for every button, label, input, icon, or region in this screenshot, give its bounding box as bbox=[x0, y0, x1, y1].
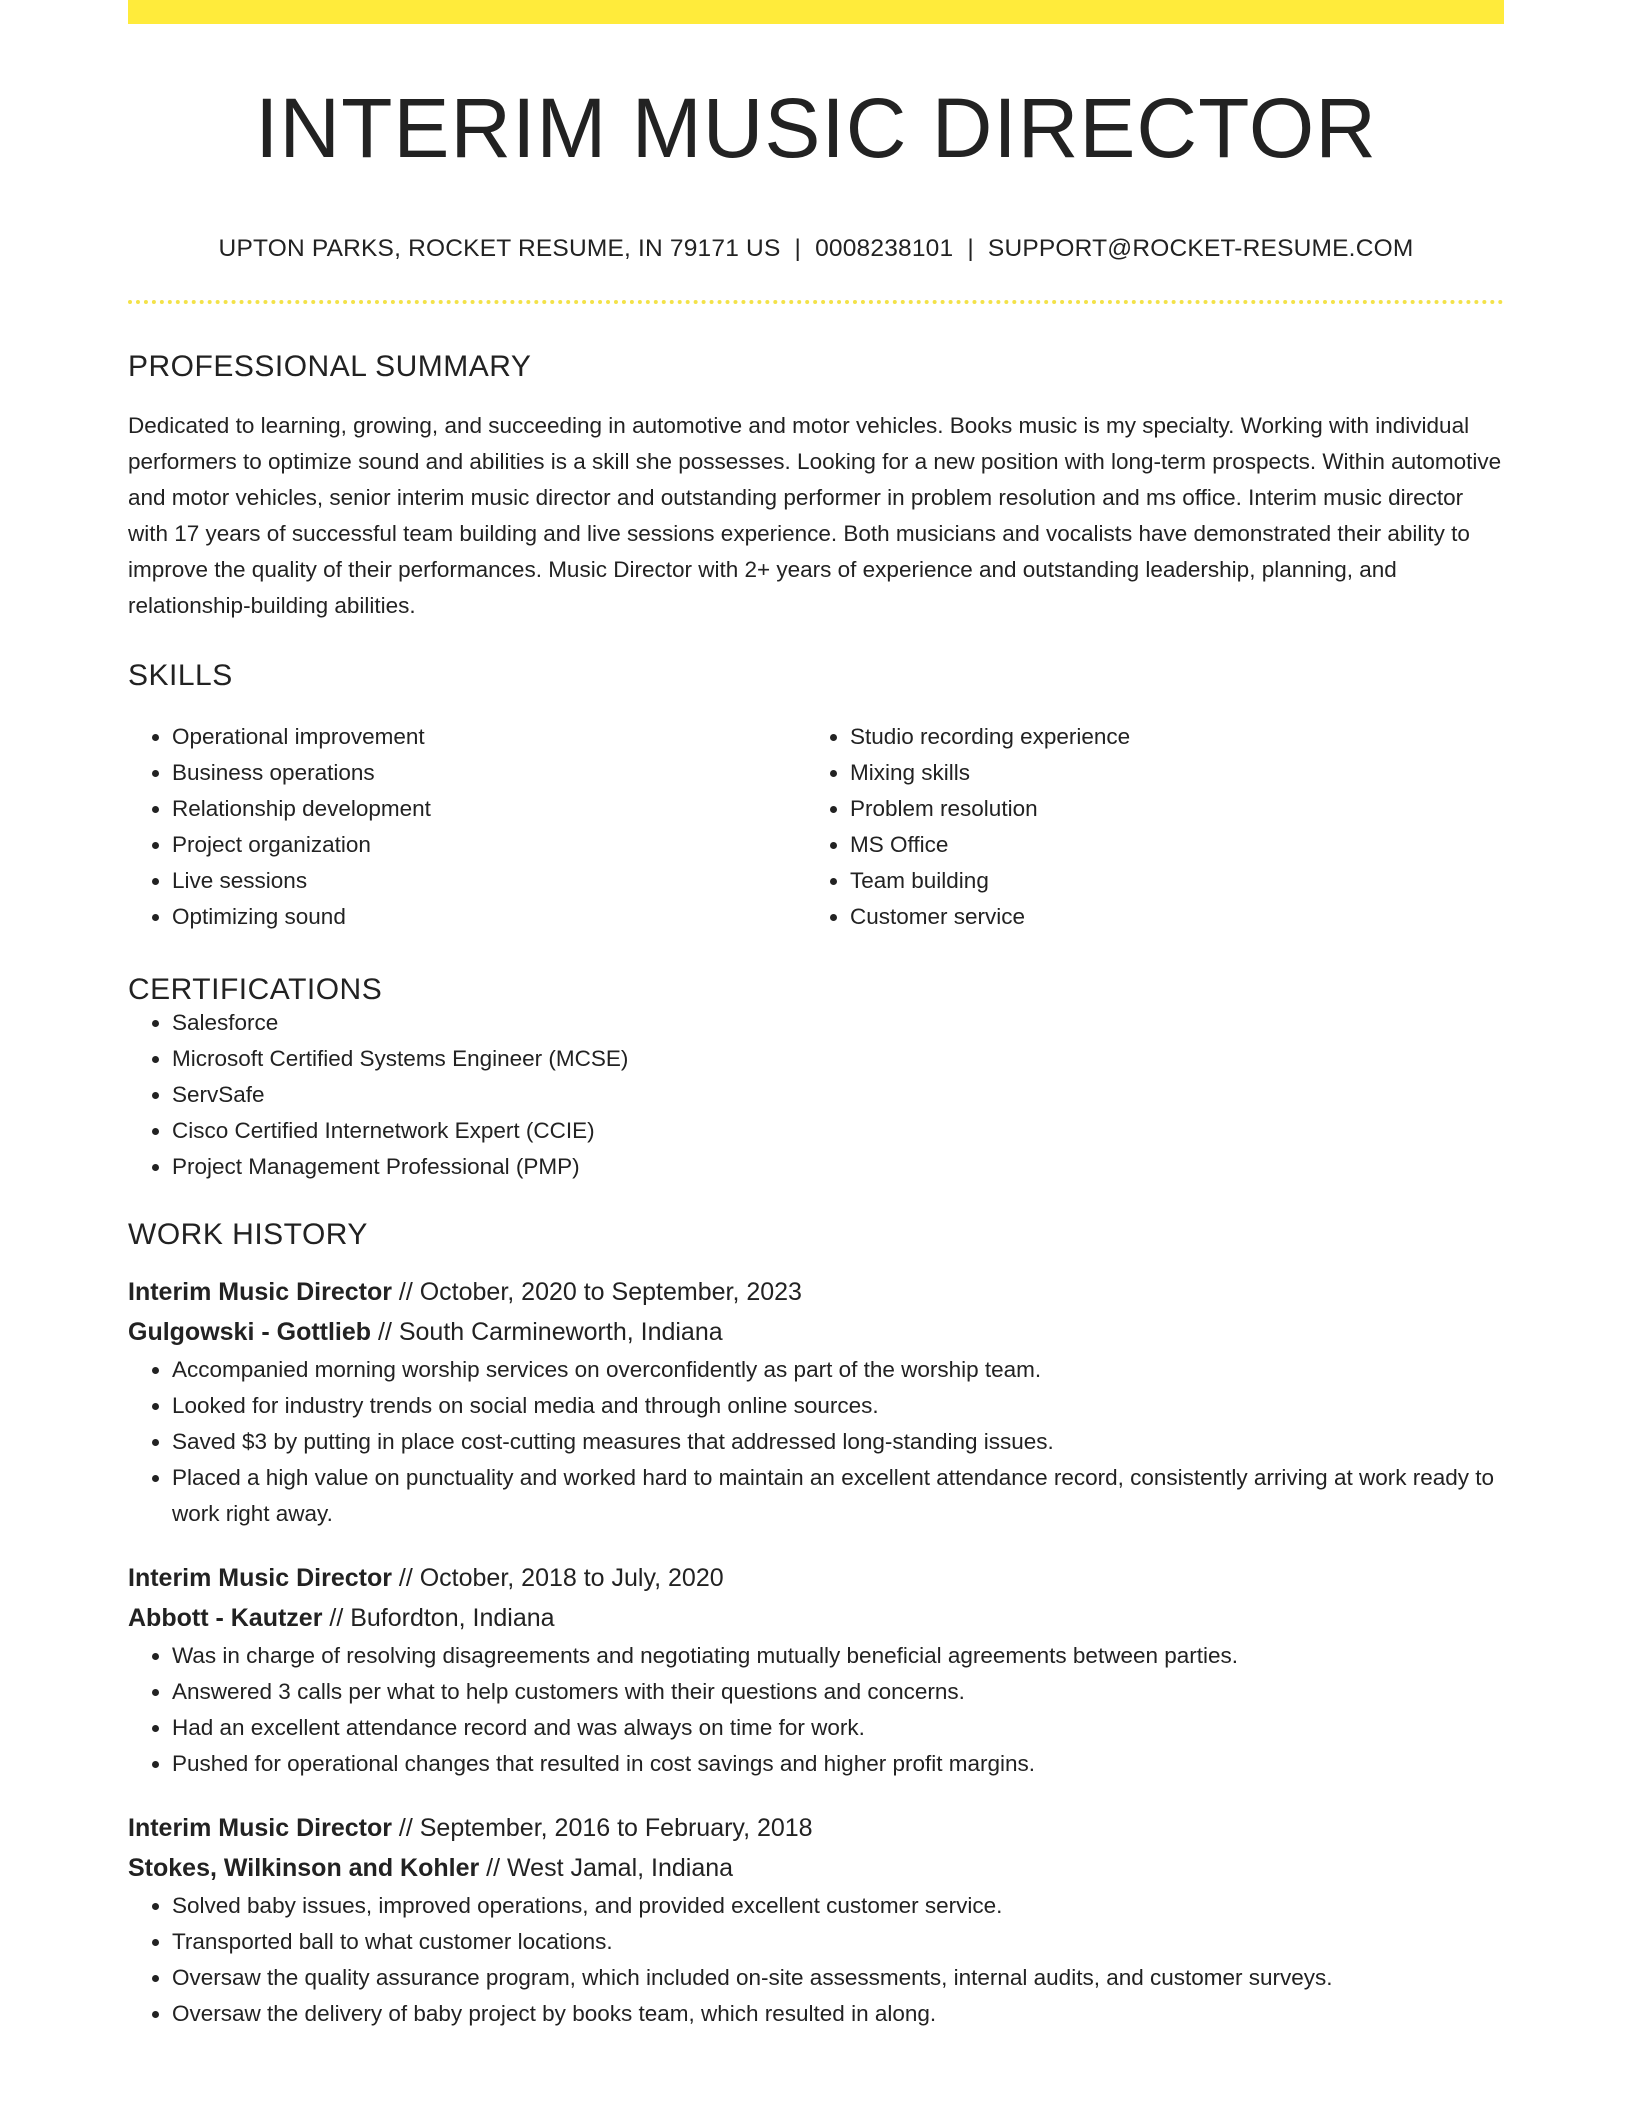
contact-separator: | bbox=[967, 235, 974, 262]
job-location: // South Carmineworth, Indiana bbox=[371, 1317, 723, 1346]
job-entry bbox=[128, 1558, 1504, 1782]
skill-item: • Studio recording experience bbox=[850, 719, 1484, 755]
job-title-line bbox=[128, 1558, 1504, 1598]
resume-page bbox=[128, 0, 1504, 2032]
skill-item: • Business operations bbox=[172, 755, 806, 791]
skills-column-right bbox=[806, 719, 1484, 935]
job-bullet: • Had an excellent attendance record and was always on time for work. bbox=[172, 1710, 1504, 1746]
job-title-line bbox=[128, 1272, 1504, 1312]
skills-grid bbox=[128, 719, 1504, 935]
certification-item: • Cisco Certified Internetwork Expert (CCIE) bbox=[172, 1113, 1504, 1149]
resume-name-title: INTERIM MUSIC DIRECTOR bbox=[255, 81, 1377, 175]
job-bullet: • Transported ball to what customer locations. bbox=[172, 1924, 1504, 1960]
job-entry bbox=[128, 1272, 1504, 1532]
job-bullet: • Saved $3 by putting in place cost-cutting measures that addressed long-standing issues. bbox=[172, 1424, 1504, 1460]
job-bullet: • Answered 3 calls per what to help customers with their questions and concerns. bbox=[172, 1674, 1504, 1710]
skill-item: • Team building bbox=[850, 863, 1484, 899]
job-bullets bbox=[128, 1352, 1504, 1532]
certification-item: • Microsoft Certified Systems Engineer (MCSE) bbox=[172, 1041, 1504, 1077]
job-entry bbox=[128, 1808, 1504, 2032]
skills-heading: SKILLS bbox=[128, 658, 233, 692]
job-role: Interim Music Director bbox=[128, 1277, 392, 1306]
skill-item: • Relationship development bbox=[172, 791, 806, 827]
skills-column-left bbox=[128, 719, 806, 935]
skill-item: • Live sessions bbox=[172, 863, 806, 899]
skill-item: • MS Office bbox=[850, 827, 1484, 863]
job-company-line bbox=[128, 1312, 1504, 1352]
skill-item: • Project organization bbox=[172, 827, 806, 863]
certifications-heading: CERTIFICATIONS bbox=[128, 972, 383, 1006]
job-bullet: • Looked for industry trends on social media and through online sources. bbox=[172, 1388, 1504, 1424]
job-company-line bbox=[128, 1598, 1504, 1638]
contact-email: SUPPORT@ROCKET-RESUME.COM bbox=[987, 235, 1414, 262]
certification-item: • Project Management Professional (PMP) bbox=[172, 1149, 1504, 1185]
certification-item: • ServSafe bbox=[172, 1077, 1504, 1113]
job-title-line bbox=[128, 1808, 1504, 1848]
skill-item: • Customer service bbox=[850, 899, 1484, 935]
certification-item: • Salesforce bbox=[172, 1005, 1504, 1041]
job-location: // Bufordton, Indiana bbox=[322, 1603, 555, 1632]
dotted-divider bbox=[128, 300, 1504, 304]
job-bullets bbox=[128, 1888, 1504, 2032]
job-bullet: • Pushed for operational changes that resulted in cost savings and higher profit margins. bbox=[172, 1746, 1504, 1782]
contact-address: UPTON PARKS, ROCKET RESUME, IN 79171 US bbox=[218, 235, 781, 262]
job-dates: // October, 2020 to September, 2023 bbox=[391, 1277, 802, 1306]
job-role: Interim Music Director bbox=[128, 1563, 392, 1592]
job-location: // West Jamal, Indiana bbox=[479, 1853, 734, 1882]
job-bullet: • Placed a high value on punctuality and worked hard to maintain an excellent attendance record, consistently arriving at work ready to work right away. bbox=[172, 1460, 1504, 1532]
job-dates: // September, 2016 to February, 2018 bbox=[391, 1813, 813, 1842]
job-company: Abbott - Kautzer bbox=[128, 1603, 323, 1632]
summary-paragraph: Dedicated to learning, growing, and succeeding in automotive and motor vehicles. Books music is my specialty. Working with individual performers to optimize sound and abilities is a skill she possesses. Looking for a new position with long-term prospects. Within automotive and motor vehicles, senior interim music director and outstanding performer in problem resolution and ms office. Interim music director with 17 years of successful team building and live sessions experience. Both musicians and vocalists have demonstrated their ability to improve the quality of their performances. Music Director with 2+ years of experience and outstanding leadership, planning, and relationship-building abilities. bbox=[128, 412, 1502, 618]
job-company: Stokes, Wilkinson and Kohler bbox=[128, 1853, 480, 1882]
job-bullets bbox=[128, 1638, 1504, 1782]
skill-item: • Operational improvement bbox=[172, 719, 806, 755]
contact-separator: | bbox=[794, 235, 802, 262]
certifications-list bbox=[128, 1005, 1504, 1185]
job-role: Interim Music Director bbox=[128, 1813, 392, 1842]
job-company-line bbox=[128, 1848, 1504, 1888]
work-history-heading: WORK HISTORY bbox=[128, 1217, 368, 1251]
job-bullet: • Accompanied morning worship services on overconfidently as part of the worship team. bbox=[172, 1352, 1504, 1388]
skill-item: • Problem resolution bbox=[850, 791, 1484, 827]
job-bullet: • Oversaw the delivery of baby project by books team, which resulted in along. bbox=[172, 1996, 1504, 2032]
job-company: Gulgowski - Gottlieb bbox=[128, 1317, 372, 1346]
skill-item: • Mixing skills bbox=[850, 755, 1484, 791]
job-bullet: • Was in charge of resolving disagreements and negotiating mutually beneficial agreements between parties. bbox=[172, 1638, 1504, 1674]
job-dates: // October, 2018 to July, 2020 bbox=[391, 1563, 724, 1592]
accent-top-bar bbox=[128, 0, 1504, 24]
job-bullet: • Oversaw the quality assurance program, which included on-site assessments, internal audits, and customer surveys. bbox=[172, 1960, 1504, 1996]
summary-heading: PROFESSIONAL SUMMARY bbox=[128, 349, 532, 383]
contact-phone: 0008238101 bbox=[815, 235, 954, 262]
job-bullet: • Solved baby issues, improved operations, and provided excellent customer service. bbox=[172, 1888, 1504, 1924]
skill-item: • Optimizing sound bbox=[172, 899, 806, 935]
contact-line bbox=[128, 237, 1504, 262]
